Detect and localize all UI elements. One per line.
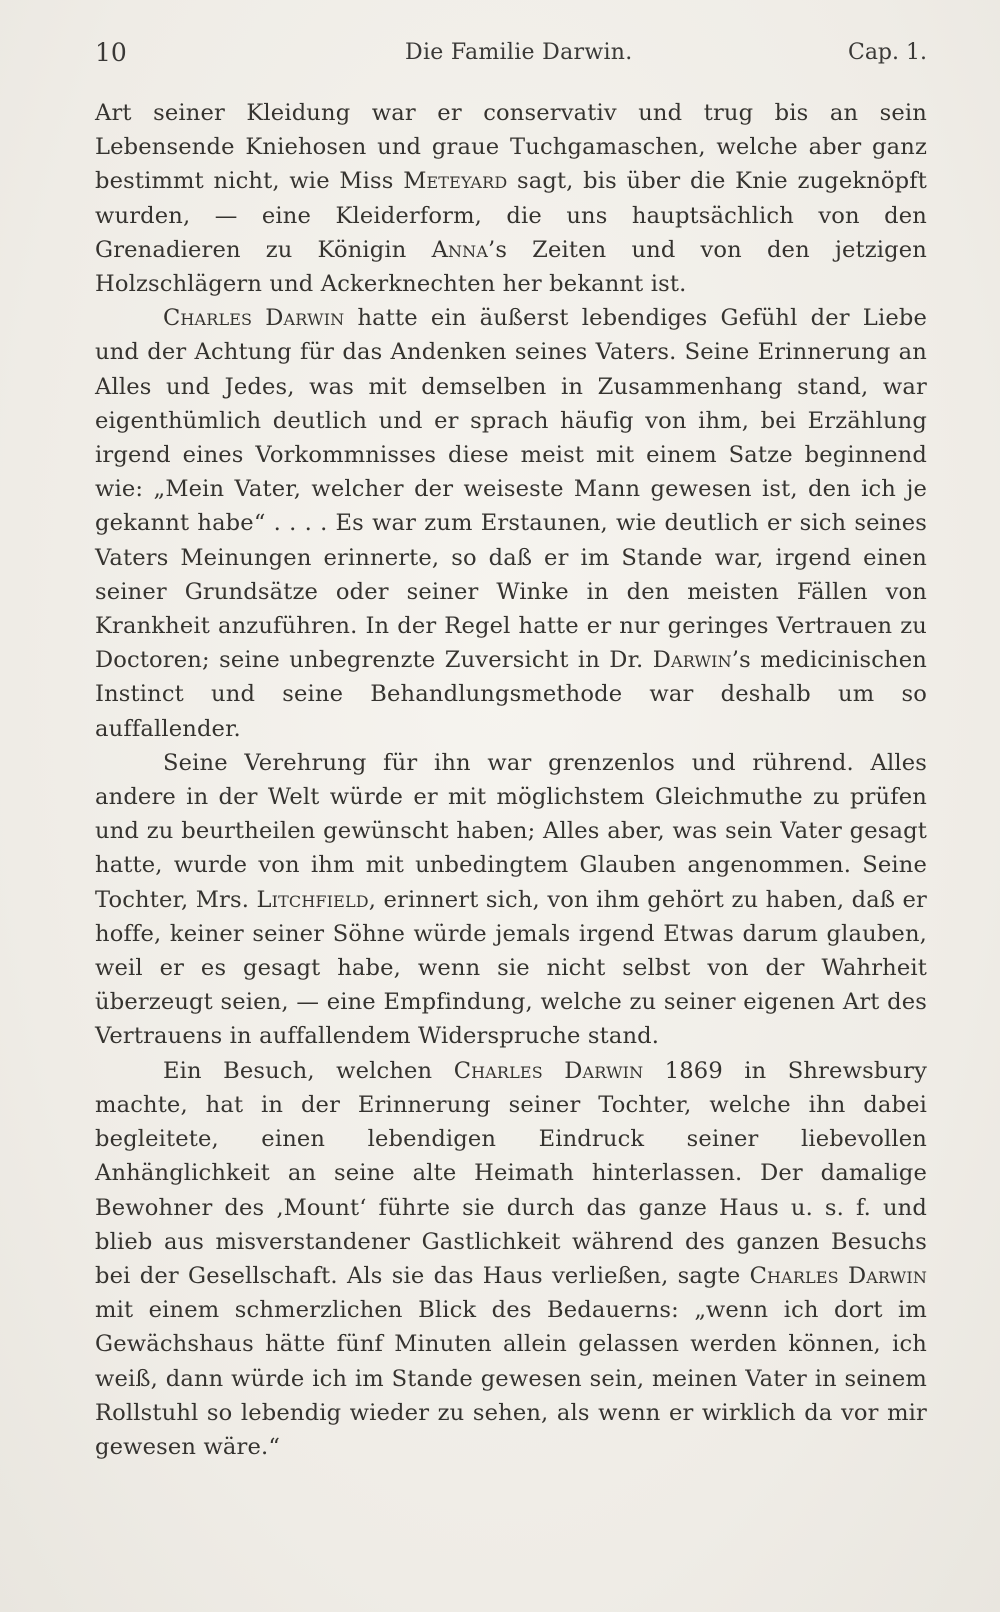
text-segment: ’s Zeiten und von den jetzigen Holzschlägern und Ackerknechten her bekannt ist. [95, 236, 928, 298]
person-name: Charles Darwin [453, 1057, 644, 1084]
person-name: Charles Darwin [749, 1262, 927, 1289]
text-segment: 1869 in Shrewsbury machte, hat in der Erinnerung seiner Tochter, welche ihn dabei begleitete, einen lebendigen Eindruck seiner liebevollen Anhänglichkeit an seine alte Heimath hinterlassen. Der damalige Bewohner des ‚Mount‘ führte sie durch das ganze Haus u. s. f. und blieb aus misverstandener Gastlichkeit während des ganzen Besuchs bei der Gesellschaft. Als sie das Haus verließen, sagte [95, 1057, 927, 1289]
body-text [95, 96, 927, 1464]
text-segment: Art seiner Kleidung war er conservativ und trug bis an sein Lebensende Kniehosen und graue Tuchgamaschen, welche aber ganz bestimmt nicht, wie Miss [95, 100, 927, 195]
paragraph [95, 1054, 927, 1464]
text-segment: mit einem schmerzlichen Blick des Bedauerns: „wenn ich dort im Gewächshaus hätte fünf Minuten allein gelassen werden können, ich weiß, dann würde ich im Stande gewesen sein, meinen Vater in seinem Rollstuhl so lebendig wieder zu sehen, als wenn er wirklich da vor mir gewesen wäre.“ [95, 1297, 927, 1460]
paragraph [95, 746, 927, 1054]
person-name: Charles Darwin [163, 305, 345, 332]
page-number: 10 [95, 38, 127, 67]
text-segment: hatte ein äußerst lebendiges Gefühl der Liebe und der Achtung für das Andenken seines Vaters. Seine Erinnerung an Alles und Jedes, was mit demselben in Zusammenhang stand, war eigenthümlich deutlich und er sprach häufig von ihm, bei Erzählung irgend eines Vorkommnisses diese meist mit einem Satze beginnend wie: „Mein Vater, welcher der weiseste Mann gewesen ist, den ich je gekannt habe“ . . . . Es war zum Erstaunen, wie deutlich er sich seines Vaters Meinungen erinnerte, so daß er im Stande war, irgend einen seiner Grundsätze oder seiner Winke in den meisten Fällen von Krankheit anzuführen. In der Regel hatte er nur geringes Vertrauen zu Doctoren; seine unbegrenzte Zuversicht in Dr. [95, 305, 927, 674]
text-segment: ’s medicinischen Instinct und seine Behandlungsmethode war deshalb um so auffallender. [95, 647, 927, 742]
text-segment: , erinnert sich, von ihm gehört zu haben, daß er hoffe, keiner seiner Söhne würde jemals irgend Etwas darum glauben, weil er es gesagt habe, wenn sie nicht selbst von der Wahrheit überzeugt seien, — eine Empfindung, welche zu seiner eigenen Art des Vertrauens in auffallendem Widerspruche stand. [95, 886, 927, 1050]
person-name: Anna [431, 236, 489, 263]
text-segment: sagt, bis über die Knie zugeknöpft wurden, — eine Kleiderform, die uns hauptsächlich von den Grenadieren zu Königin [95, 168, 927, 263]
person-name: Litchfield [256, 886, 369, 913]
running-title: Die Familie Darwin. [405, 40, 633, 65]
chapter-label: Cap. 1. [847, 40, 927, 65]
person-name: Darwin [652, 647, 732, 674]
text-segment: Seine Verehrung für ihn war grenzenlos und rührend. Alles andere in der Welt würde er mit möglichstem Gleichmuthe zu prüfen und zu beurtheilen gewünscht haben; Alles aber, was sein Vater gesagt hatte, wurde von ihm mit unbedingtem Glauben angenommen. Seine Tochter, Mrs. [95, 749, 927, 913]
paragraph [95, 301, 927, 746]
person-name: Meteyard [403, 168, 508, 195]
text-segment: Ein Besuch, welchen [163, 1057, 454, 1084]
paragraph [95, 96, 927, 301]
page-header [95, 38, 927, 78]
